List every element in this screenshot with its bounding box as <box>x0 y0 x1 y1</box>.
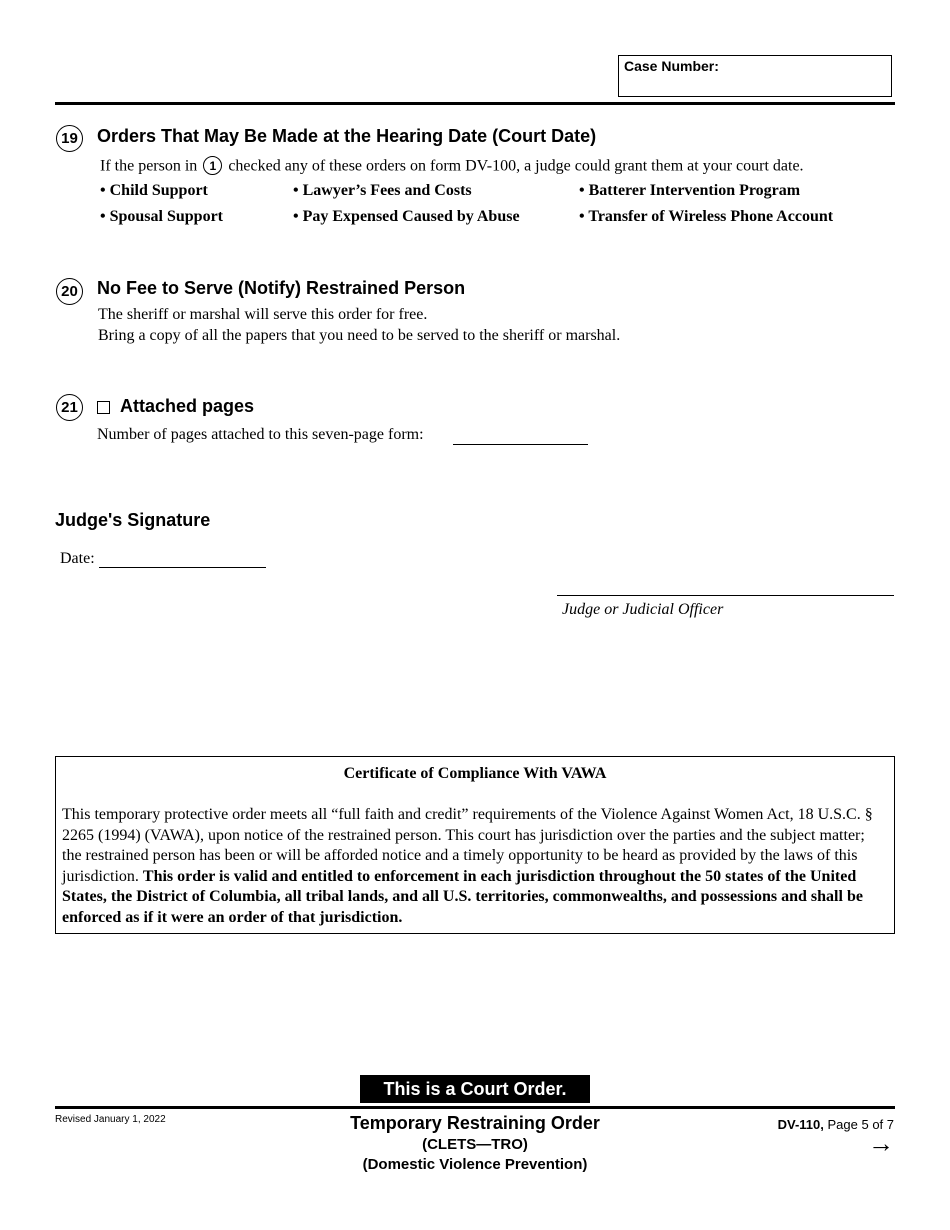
order-item-abuse-expenses <box>293 208 520 226</box>
order-item-lawyers-fees <box>293 182 472 200</box>
judge-signature-line[interactable] <box>557 595 894 596</box>
order-item-label: Pay Expensed Caused by Abuse <box>302 208 520 225</box>
attached-pages-label: Number of pages attached to this seven-page form: <box>97 426 424 443</box>
section-19-intro-before: If the person in <box>100 157 198 175</box>
page-number: Page 5 of 7 <box>827 1117 894 1132</box>
attached-pages-count-field[interactable] <box>453 444 588 445</box>
next-page-arrow-icon: → <box>868 1128 894 1158</box>
order-item-label: Spousal Support <box>109 208 223 225</box>
attached-pages-checkbox[interactable] <box>97 401 110 414</box>
judge-signature-heading: Judge's Signature <box>55 510 211 530</box>
bullet: • <box>579 208 585 225</box>
section-20-line-2: Bring a copy of all the papers that you need to be served to the sheriff or marshal. <box>98 327 621 344</box>
form-subtitle-clets: (CLETS—TRO) <box>422 1136 528 1153</box>
order-item-label: Child Support <box>109 182 208 199</box>
date-field[interactable] <box>99 567 266 568</box>
bullet: • <box>293 208 299 225</box>
section-20-line-1: The sheriff or marshal will serve this order for free. <box>98 306 428 323</box>
section-21-number: 21 <box>56 394 83 421</box>
order-item-label: Lawyer’s Fees and Costs <box>302 182 472 199</box>
vawa-certificate-title: Certificate of Compliance With VAWA <box>343 765 607 782</box>
bullet: • <box>100 182 106 199</box>
bullet: • <box>293 182 299 199</box>
vawa-certificate-box <box>55 756 895 934</box>
form-title: Temporary Restraining Order <box>350 1113 600 1133</box>
header-rule <box>55 102 895 105</box>
section-19-intro-after: checked any of these orders on form DV-100, a judge could grant them at your court date. <box>228 157 804 175</box>
order-item-label: Batterer Intervention Program <box>588 182 801 199</box>
form-id: DV-110, <box>777 1117 824 1132</box>
bullet: • <box>100 208 106 225</box>
section-19-intro <box>100 156 804 177</box>
judge-officer-label: Judge or Judicial Officer <box>562 601 724 618</box>
case-number-label: Case Number: <box>624 58 719 74</box>
vawa-certificate-text-bold: This order is valid and entitled to enforcement in each jurisdiction throughout the 50 states of the United States, the District of Columbia, all tribal lands, and all U.S. territories, commonwealths, and possessions and shall be enforced as if it were an order of that jurisdiction. <box>62 867 863 926</box>
case-number-box[interactable] <box>618 55 892 97</box>
order-item-child-support <box>100 182 208 200</box>
form-subtitle-dv: (Domestic Violence Prevention) <box>362 1156 588 1173</box>
section-21-title: Attached pages <box>120 396 255 416</box>
footer-rule <box>55 1106 895 1109</box>
revision-date: Revised January 1, 2022 <box>55 1114 166 1125</box>
section-20-title: No Fee to Serve (Notify) Restrained Person <box>97 278 466 298</box>
vawa-certificate-text-normal: This temporary protective order meets all “full faith and credit” requirements of the Violence Against Women Act, 18 U.S.C. § 2265 (1994) (VAWA), upon notice of the restrained person. This court has jurisdiction over the parties and the subject matter; the restrained person has been or will be afforded notice and a timely opportunity to be heard as provided by the laws of this jurisdiction. <box>62 806 873 885</box>
bullet: • <box>579 182 585 199</box>
item-1-reference: 1 <box>203 156 222 175</box>
order-item-wireless-transfer <box>579 208 833 226</box>
order-item-label: Transfer of Wireless Phone Account <box>588 208 834 225</box>
order-item-batterer-program <box>579 182 800 200</box>
order-item-spousal-support <box>100 208 223 226</box>
court-order-banner: This is a Court Order. <box>360 1075 590 1103</box>
vawa-certificate-text <box>62 805 874 929</box>
section-20-number: 20 <box>56 278 83 305</box>
date-label: Date: <box>60 550 95 567</box>
section-19-number: 19 <box>56 125 83 152</box>
section-19-title: Orders That May Be Made at the Hearing Date (Court Date) <box>97 126 597 146</box>
